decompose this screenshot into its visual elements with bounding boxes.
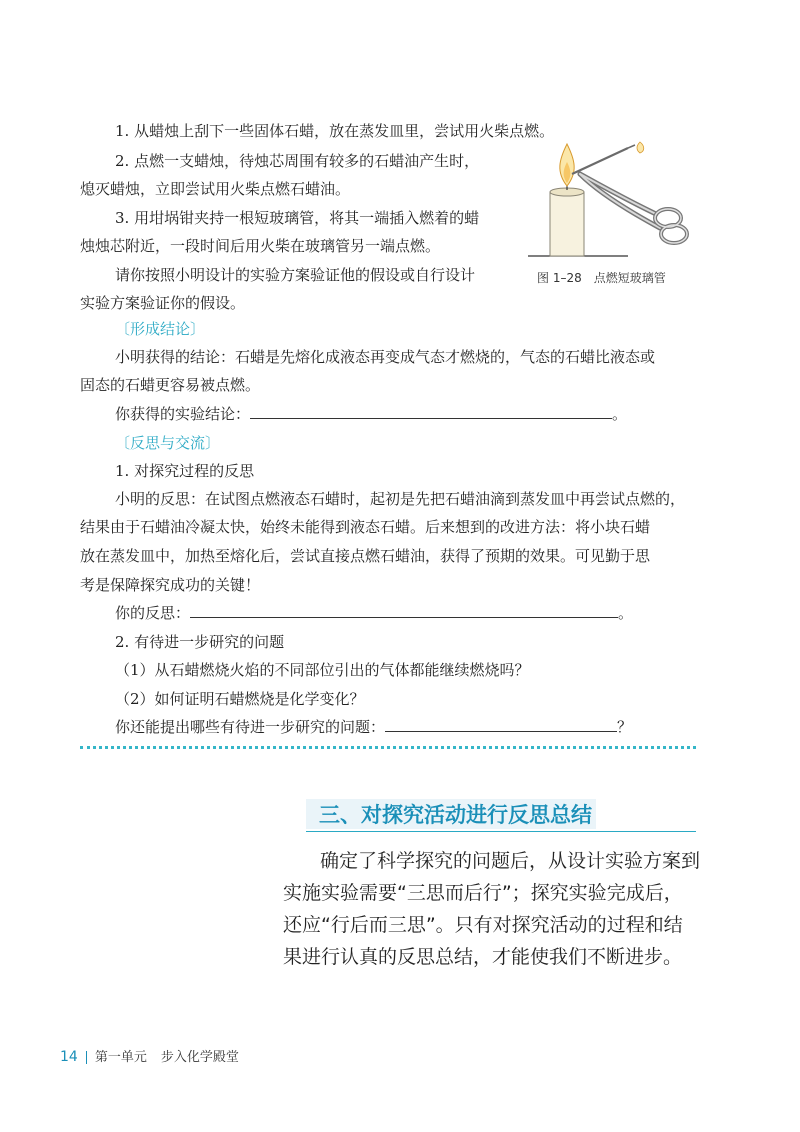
your-conclusion-row xyxy=(115,399,627,429)
step-1: 1. 从蜡烛上刮下一些固体石蜡，放在蒸发皿里，尝试用火柴点燃。 xyxy=(115,122,555,140)
summary-line-4: 果进行认真的反思总结，才能使我们不断进步。 xyxy=(283,946,683,968)
conclusion-heading: 〔形成结论〕 xyxy=(115,320,206,338)
reflection-sub-2: 2. 有待进一步研究的问题 xyxy=(115,633,285,651)
step-3-line-1: 3. 用坩埚钳夹持一根短玻璃管，将其一端插入燃着的蜡 xyxy=(115,209,480,227)
more-questions-label: 你还能提出哪些有待进一步研究的问题： xyxy=(115,718,386,736)
step-3-line-2: 烛烛芯附近，一段时间后用火柴在玻璃管另一端点燃。 xyxy=(80,237,441,255)
more-questions-end: ？ xyxy=(617,718,633,736)
prompt-line-2: 实验方案验证你的假设。 xyxy=(80,294,246,312)
summary-title-rule xyxy=(306,831,696,832)
conclusion-text-1: 小明获得的结论：石蜡是先熔化成液态再变成气态才燃烧的，气态的石蜡比液态或 xyxy=(115,348,656,366)
more-questions-blank[interactable] xyxy=(385,715,617,732)
reflection-p1: 小明的反思：在试图点燃液态石蜡时，起初是先把石蜡油滴到蒸发皿中再尝试点燃的， xyxy=(115,490,686,508)
your-conclusion-blank[interactable] xyxy=(250,402,612,419)
summary-line-1: 确定了科学探究的问题后，从设计实验方案到 xyxy=(320,850,701,872)
chapter-name: 步入化学殿堂 xyxy=(160,1050,239,1065)
more-questions-row xyxy=(115,712,632,742)
conclusion-text-2: 固态的石蜡更容易被点燃。 xyxy=(80,376,261,394)
reflection-heading: 〔反思与交流〕 xyxy=(115,434,221,452)
reflection-sub-1: 1. 对探究过程的反思 xyxy=(115,462,255,480)
your-conclusion-end: 。 xyxy=(612,405,628,423)
dotted-divider xyxy=(80,746,696,749)
footer-separator xyxy=(86,1051,87,1064)
your-conclusion-label: 你获得的实验结论： xyxy=(115,405,251,423)
reflection-p2: 结果由于石蜡油冷凝太快，始终未能得到液态石蜡。后来想到的改进方法：将小块石蜡 xyxy=(80,518,651,536)
your-reflection-row xyxy=(115,598,633,628)
step-2-line-1: 2. 点燃一支蜡烛，待烛芯周围有较多的石蜡油产生时， xyxy=(115,152,480,170)
question-2: （2）如何证明石蜡燃烧是化学变化？ xyxy=(115,690,365,708)
figure-caption: 图 1–28 点燃短玻璃管 xyxy=(537,271,666,285)
summary-line-2: 实施实验需要“三思而后行”；探究实验完成后， xyxy=(283,882,683,904)
summary-line-3: 还应“行后而三思”。只有对探究活动的过程和结 xyxy=(283,914,683,936)
step-2-line-2: 熄灭蜡烛，立即尝试用火柴点燃石蜡油。 xyxy=(80,180,351,198)
question-1: （1）从石蜡燃烧火焰的不同部位引出的气体都能继续燃烧吗？ xyxy=(115,661,530,679)
reflection-p3: 放在蒸发皿中，加热至熔化后，尝试直接点燃石蜡油，获得了预期的效果。可见勤于思 xyxy=(80,547,651,565)
page-number: 14 xyxy=(60,1049,78,1065)
unit-name: 第一单元 xyxy=(94,1050,147,1065)
reflection-p4: 考是保障探究成功的关键！ xyxy=(80,576,261,594)
your-reflection-end: 。 xyxy=(618,604,634,622)
page-footer xyxy=(60,1046,239,1065)
prompt-line-1: 请你按照小明设计的实验方案验证他的假设或自行设计 xyxy=(115,266,476,284)
your-reflection-blank[interactable] xyxy=(190,601,618,618)
summary-title: 三、对探究活动进行反思总结 xyxy=(319,803,592,827)
your-reflection-label: 你的反思： xyxy=(115,604,191,622)
candle-tongs-figure xyxy=(528,138,698,263)
